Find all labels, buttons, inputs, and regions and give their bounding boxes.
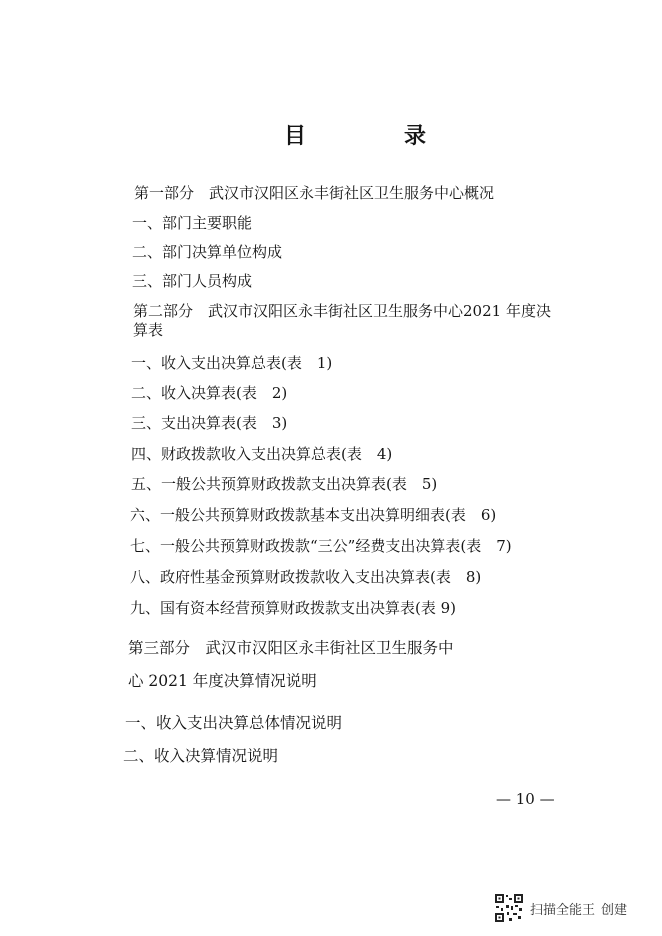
toc-item: 三、支出决算表(表 3)	[131, 414, 288, 432]
toc-item: 一、收入支出决算总表(表 1)	[131, 354, 333, 372]
qr-code-icon	[494, 893, 524, 923]
page-number: — 10 —	[496, 790, 555, 808]
toc-item: 二、部门决算单位构成	[132, 243, 283, 261]
toc-item: 九、国有资本经营预算财政拨款支出决算表(表 9)	[130, 599, 457, 617]
watermark-brand: 扫描全能王	[530, 902, 596, 918]
scanner-watermark	[494, 893, 634, 923]
watermark-suffix: 创建	[601, 902, 628, 918]
toc-item: 一、收入支出决算总体情况说明	[125, 714, 343, 732]
toc-item: 四、财政拨款收入支出决算总表(表 4)	[131, 445, 393, 463]
toc-item: 八、政府性基金预算财政拨款收入支出决算表(表 8)	[130, 568, 482, 586]
toc-item: 六、一般公共预算财政拨款基本支出决算明细表(表 6)	[130, 506, 497, 524]
toc-item: 二、收入决算表(表 2)	[131, 384, 288, 402]
part2-heading-line1: 第二部分 武汉市汉阳区永丰街社区卫生服务中心2021 年度决	[133, 302, 551, 320]
toc-item: 五、一般公共预算财政拨款支出决算表(表 5)	[131, 475, 438, 493]
toc-item: 一、部门主要职能	[132, 214, 253, 232]
toc-item: 三、部门人员构成	[132, 272, 253, 290]
part2-heading-line2: 算表	[133, 321, 164, 339]
toc-item: 七、一般公共预算财政拨款“三公”经费支出决算表(表 7)	[130, 537, 512, 555]
watermark-label	[530, 899, 633, 918]
toc-item: 二、收入决算情况说明	[123, 747, 279, 765]
part1-heading: 第一部分 武汉市汉阳区永丰街社区卫生服务中心概况	[134, 184, 495, 202]
part3-heading-line1: 第三部分 武汉市汉阳区永丰街社区卫生服务中	[128, 639, 454, 657]
part3-heading-line2: 心 2021 年度决算情况说明	[128, 672, 317, 690]
page-title: 目 录	[284, 123, 465, 149]
